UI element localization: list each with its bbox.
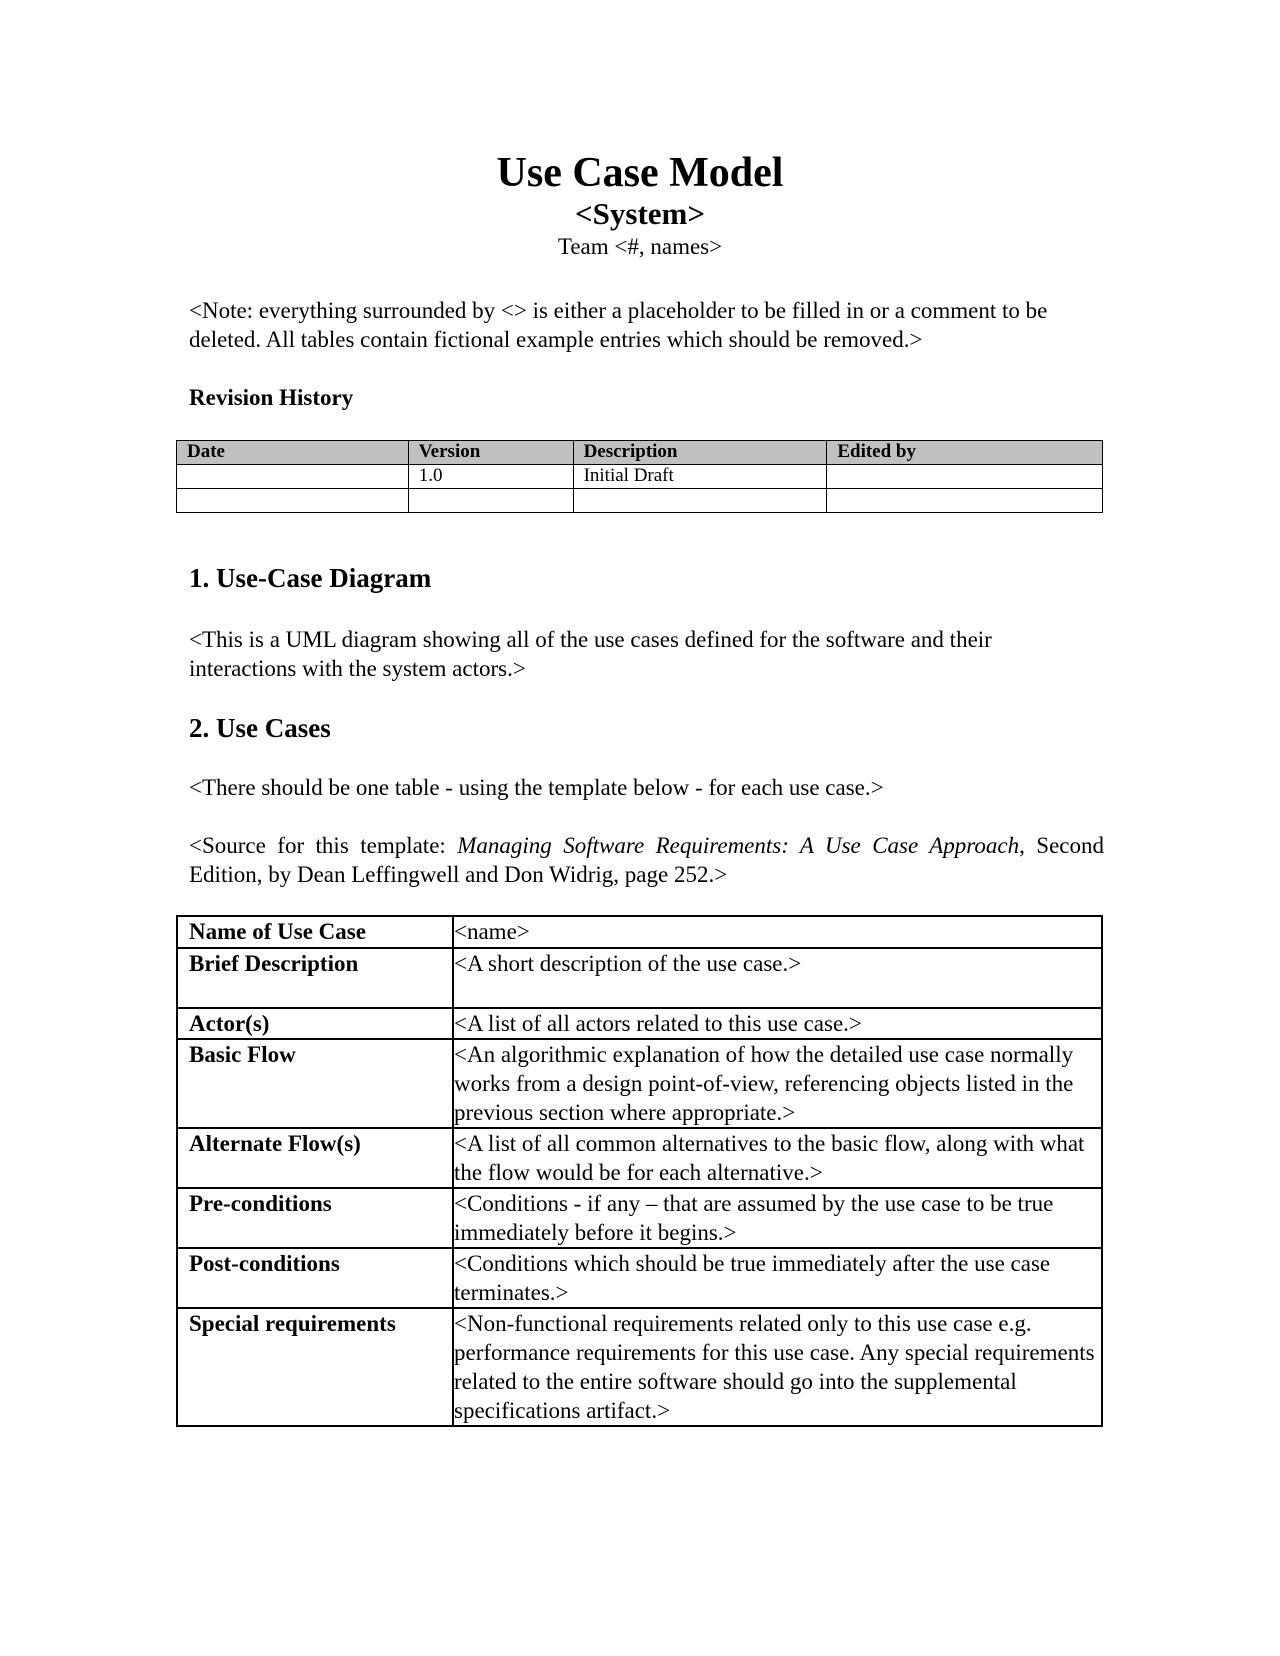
table-row: [177, 1008, 1102, 1039]
table-row: [177, 465, 1103, 489]
row-label: Alternate Flow(s): [177, 1128, 453, 1188]
use-case-diagram-text: <This is a UML diagram showing all of the use cases defined for the software and their interactions with the system actors.>: [189, 627, 992, 681]
row-label: Special requirements: [177, 1308, 453, 1426]
cell-edited-by: [827, 489, 1103, 513]
row-value: <Conditions which should be true immediately after the use case terminates.>: [453, 1248, 1102, 1308]
use-cases-text: <There should be one table - using the template below - for each use case.>: [189, 775, 884, 800]
column-header-edited-by: Edited by: [827, 441, 1103, 465]
row-value: <A list of all actors related to this use case.>: [453, 1008, 1102, 1039]
row-value: <Non-functional requirements related only to this use case e.g. performance requirements for this use case. Any special requirements related to the entire software should go into the supplemental specifications artifact.>: [453, 1308, 1102, 1426]
team-line: Team <#, names>: [557, 234, 723, 259]
title-block: [0, 150, 1280, 262]
row-value: <name>: [453, 916, 1102, 948]
column-header-date: Date: [177, 441, 409, 465]
template-note: <Note: everything surrounded by <> is either a placeholder to be filled in or a comment to be deleted. All tables contain fictional example entries which should be removed.>: [189, 298, 1048, 352]
cell-version: [408, 489, 573, 513]
table-row: [177, 948, 1102, 1008]
source-suffix: , Second Edition, by Dean Leffingwell and Don Widrig, page 252.>: [189, 833, 1104, 887]
table-header-row: [177, 441, 1103, 465]
row-value: <A short description of the use case.>: [453, 948, 1102, 1008]
table-row: [177, 916, 1102, 948]
table-row: [177, 1128, 1102, 1188]
table-row: [177, 489, 1103, 513]
row-label: Name of Use Case: [177, 916, 453, 948]
row-label: Pre-conditions: [177, 1188, 453, 1248]
row-label: Post-conditions: [177, 1248, 453, 1308]
cell-version: 1.0: [408, 465, 573, 489]
cell-description: [573, 489, 827, 513]
column-header-description: Description: [573, 441, 827, 465]
system-name: <System>: [574, 196, 706, 231]
row-label: Actor(s): [177, 1008, 453, 1039]
cell-description: Initial Draft: [573, 465, 827, 489]
row-label: Basic Flow: [177, 1039, 453, 1128]
row-label: Brief Description: [177, 948, 453, 1008]
row-value: <An algorithmic explanation of how the detailed use case normally works from a design point-of-view, referencing objects listed in the previous section where appropriate.>: [453, 1039, 1102, 1128]
table-row: [177, 1188, 1102, 1248]
source-book-title: Managing Software Requirements: A Use Case Approach: [457, 833, 1020, 858]
revision-history-table: [176, 440, 1103, 513]
revision-history-heading: Revision History: [189, 385, 354, 410]
section-heading-use-case-diagram: 1. Use-Case Diagram: [189, 563, 432, 593]
cell-date: [177, 465, 409, 489]
table-row: [177, 1248, 1102, 1308]
section-heading-use-cases: 2. Use Cases: [189, 713, 331, 743]
document-title: Use Case Model: [496, 150, 784, 196]
cell-date: [177, 489, 409, 513]
cell-edited-by: [827, 465, 1103, 489]
row-value: <A list of all common alternatives to the basic flow, along with what the flow would be for each alternative.>: [453, 1128, 1102, 1188]
table-row: [177, 1039, 1102, 1128]
template-source: [189, 831, 1104, 889]
source-prefix: <Source for this template:: [189, 833, 458, 858]
table-row: [177, 1308, 1102, 1426]
column-header-version: Version: [408, 441, 573, 465]
row-value: <Conditions - if any – that are assumed by the use case to be true immediately before it begins.>: [453, 1188, 1102, 1248]
use-case-template-table: [176, 915, 1103, 1427]
